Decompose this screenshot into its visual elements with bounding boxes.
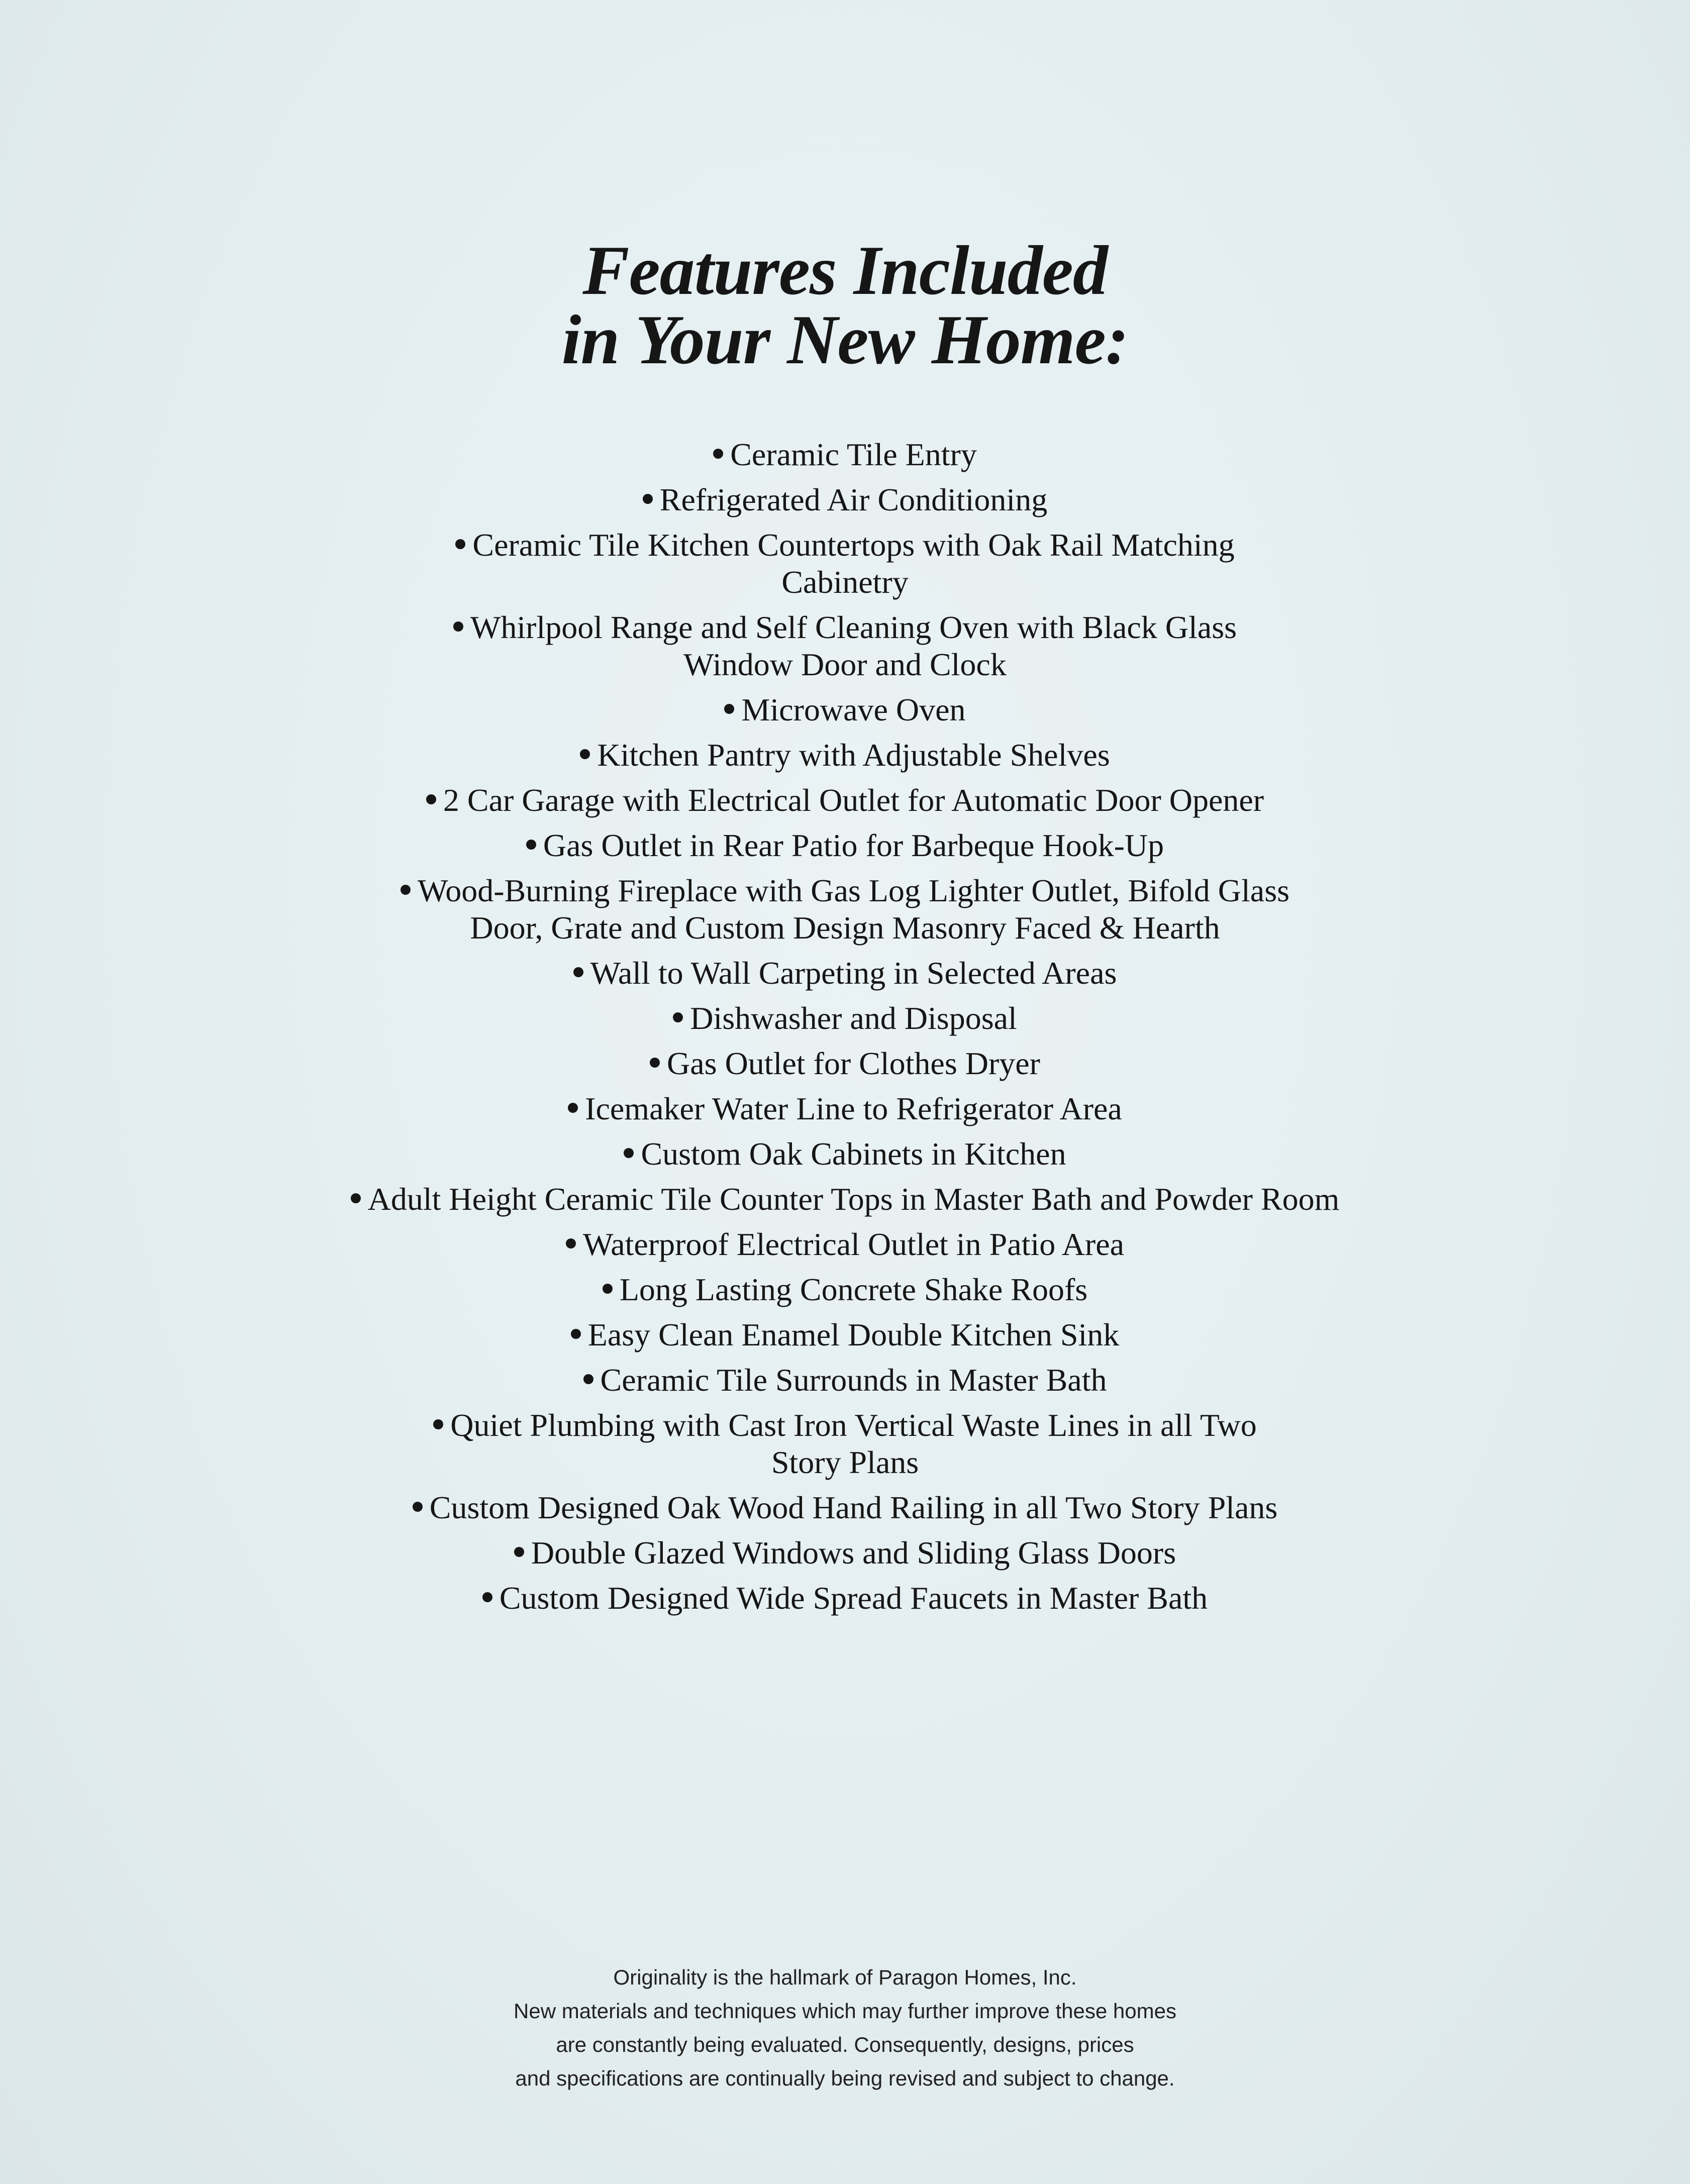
feature-item (0, 1271, 1690, 1308)
feature-item (0, 1135, 1690, 1173)
feature-item (0, 1000, 1690, 1037)
feature-text: Kitchen Pantry with Adjustable Shelves (597, 737, 1110, 773)
bullet-icon (650, 1058, 660, 1068)
feature-text: Ceramic Tile Surrounds in Master Bath (600, 1362, 1107, 1398)
feature-item (0, 1045, 1690, 1082)
bullet-icon (433, 1419, 443, 1429)
feature-text: Microwave Oven (741, 692, 966, 727)
feature-item (0, 1580, 1690, 1617)
bullet-icon (673, 1012, 683, 1022)
feature-text: Whirlpool Range and Self Cleaning Oven with Black Glass Window Door and Clock (470, 609, 1237, 682)
bullet-icon (713, 449, 723, 459)
feature-item (0, 1226, 1690, 1263)
page-title (0, 232, 1690, 379)
feature-item (0, 1181, 1690, 1218)
title-line-2: in Your New Home: (561, 301, 1129, 379)
feature-item (0, 691, 1690, 729)
feature-text: Ceramic Tile Entry (730, 437, 977, 472)
feature-item (0, 481, 1690, 518)
feature-text: Adult Height Ceramic Tile Counter Tops in Master Bath and Powder Room (367, 1181, 1340, 1217)
feature-text: Refrigerated Air Conditioning (659, 482, 1048, 517)
disclaimer-line: are constantly being evaluated. Consequently, designs, prices (556, 2033, 1134, 2056)
feature-item (0, 1362, 1690, 1399)
feature-text: 2 Car Garage with Electrical Outlet for Automatic Door Opener (443, 782, 1264, 818)
feature-item (0, 436, 1690, 473)
bullet-icon (571, 1329, 581, 1339)
disclaimer (0, 1960, 1690, 2095)
feature-item (0, 827, 1690, 864)
feature-text: Gas Outlet in Rear Patio for Barbeque Hook-Up (543, 827, 1164, 863)
bullet-icon (482, 1592, 492, 1602)
bullet-icon (426, 794, 436, 804)
bullet-icon (514, 1547, 524, 1557)
feature-item (0, 737, 1690, 774)
bullet-icon (401, 885, 411, 895)
feature-text: Long Lasting Concrete Shake Roofs (619, 1272, 1088, 1307)
feature-item (0, 1534, 1690, 1572)
feature-text: Gas Outlet for Clothes Dryer (667, 1046, 1040, 1081)
feature-text: Wood-Burning Fireplace with Gas Log Lighter Outlet, Bifold Glass Door, Grate and Custom Design Masonry Faced & Hearth (418, 873, 1289, 946)
bullet-icon (453, 621, 463, 632)
feature-text: Icemaker Water Line to Refrigerator Area (585, 1091, 1122, 1126)
feature-text: Easy Clean Enamel Double Kitchen Sink (587, 1317, 1120, 1353)
bullet-icon (580, 749, 590, 759)
feature-item (398, 1407, 1293, 1481)
disclaimer-line: Originality is the hallmark of Paragon Homes, Inc. (613, 1965, 1077, 1989)
feature-text: Double Glazed Windows and Sliding Glass Doors (531, 1535, 1176, 1571)
bullet-icon (643, 494, 653, 504)
feature-item (0, 1489, 1690, 1526)
bullet-icon (526, 840, 536, 850)
feature-item (398, 527, 1293, 601)
feature-text: Waterproof Electrical Outlet in Patio Area (582, 1226, 1125, 1262)
bullet-icon (724, 704, 734, 714)
feature-text: Custom Designed Oak Wood Hand Railing in all Two Story Plans (429, 1490, 1278, 1525)
title-line-1: Features Included (582, 232, 1108, 309)
bullet-icon (413, 1502, 423, 1512)
feature-item (0, 955, 1690, 992)
feature-text: Ceramic Tile Kitchen Countertops with Oak Rail Matching Cabinetry (472, 527, 1235, 600)
bullet-icon (624, 1148, 634, 1158)
feature-item (373, 872, 1318, 947)
feature-item (0, 1316, 1690, 1354)
bullet-icon (568, 1103, 578, 1113)
bullet-icon (583, 1374, 593, 1384)
disclaimer-line: New materials and techniques which may further improve these homes (514, 1999, 1176, 2023)
bullet-icon (455, 539, 465, 549)
feature-item (398, 609, 1293, 683)
bullet-icon (603, 1284, 613, 1294)
disclaimer-line: and specifications are continually being revised and subject to change. (515, 2066, 1175, 2090)
feature-text: Wall to Wall Carpeting in Selected Areas (590, 955, 1117, 991)
bullet-icon (573, 967, 583, 977)
bullet-icon (351, 1193, 361, 1203)
bullet-icon (566, 1238, 576, 1249)
feature-text: Dishwasher and Disposal (690, 1000, 1017, 1036)
feature-item (0, 1090, 1690, 1127)
feature-text: Custom Designed Wide Spread Faucets in Master Bath (499, 1580, 1208, 1616)
feature-item (0, 782, 1690, 819)
feature-text: Quiet Plumbing with Cast Iron Vertical Waste Lines in all Two Story Plans (450, 1407, 1257, 1480)
feature-text: Custom Oak Cabinets in Kitchen (641, 1136, 1066, 1172)
features-list (0, 436, 1690, 1625)
